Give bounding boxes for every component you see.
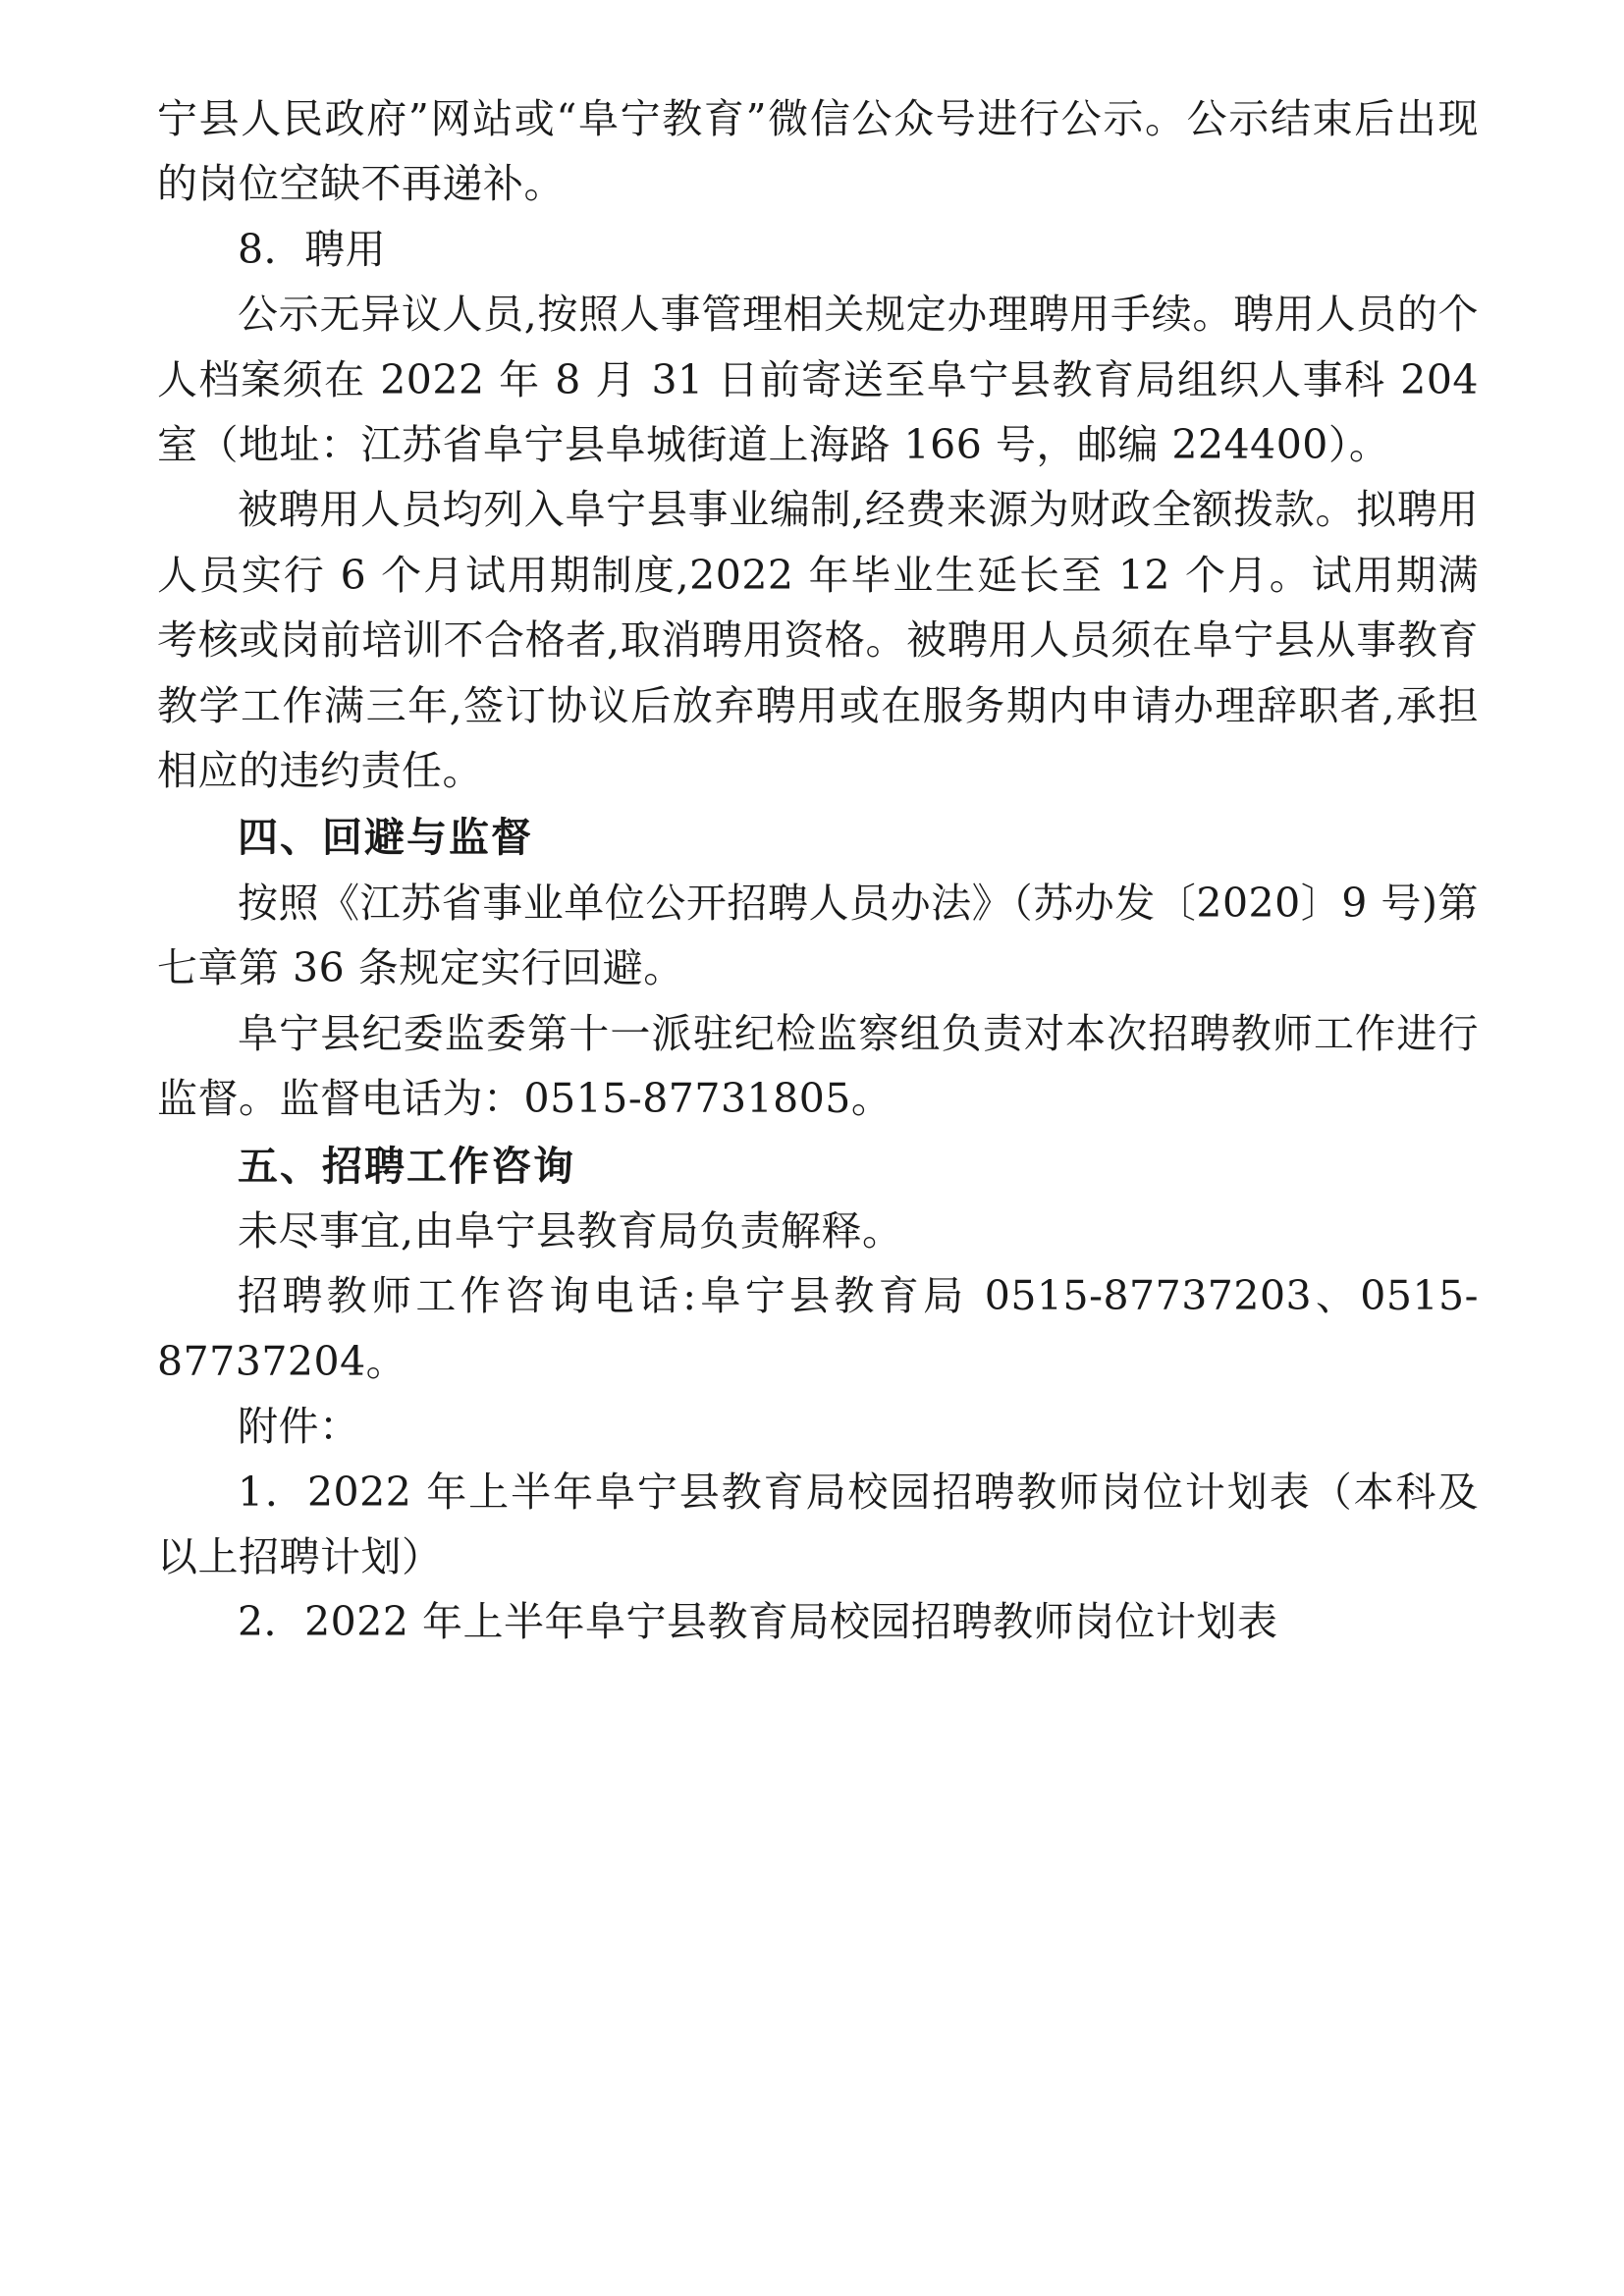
paragraph-section-four-body-1: 按照《江苏省事业单位公开招聘人员办法》（苏办发〔2020〕9 号)第七章第 36 条规定实行回避。 bbox=[157, 879, 1479, 992]
paragraph-section-five-body-2: 招聘教师工作咨询电话:阜宁县教育局 0515-87737203、0515-87737204。 bbox=[157, 1272, 1479, 1385]
paragraph-attachments-label: 附件： bbox=[238, 1403, 360, 1451]
attachment-item-1: 1．2022 年上半年阜宁县教育局校园招聘教师岗位计划表（本科及以上招聘计划） bbox=[157, 1468, 1479, 1580]
paragraph-section-four-body-2: 阜宁县纪委监委第十一派驻纪检监察组负责对本次招聘教师工作进行监督。监督电话为：0515-87731805。 bbox=[157, 1009, 1479, 1123]
paragraph-item-8-body-2: 被聘用人员均列入阜宁县事业编制,经费来源为财政全额拨款。拟聘用人员实行 6 个月试用期制度,2022 年毕业生延长至 12 个月。试用期满考核或岗前培训不合格者,取消聘用资格。被聘用人员须在阜宁县从事教育教学工作满三年,签订协议后放弃聘用或在服务期内申请办理辞职者,承担相应的违约责任。 bbox=[157, 486, 1479, 795]
heading-section-five: 五、招聘工作咨询 bbox=[238, 1142, 575, 1190]
paragraph-section-five-body-1: 未尽事宜,由阜宁县教育局负责解释。 bbox=[238, 1206, 903, 1255]
paragraph-item-8-body-1: 公示无异议人员,按照人事管理相关规定办理聘用手续。聘用人员的个人档案须在 2022 年 8 月 31 日前寄送至阜宁县教育局组织人事科 204 室（地址：江苏省阜宁县阜城街道上海路 166 号，邮编 224400）。 bbox=[157, 291, 1479, 469]
heading-section-four: 四、回避与监督 bbox=[238, 814, 533, 862]
paragraph-item-8-title: 8．聘用 bbox=[238, 225, 387, 273]
attachment-item-2: 2．2022 年上半年阜宁县教育局校园招聘教师岗位计划表 bbox=[238, 1598, 1278, 1646]
document-body bbox=[157, 86, 1479, 1655]
paragraph-continued: 宁县人民政府”网站或“阜宁教育”微信公众号进行公示。公示结束后出现的岗位空缺不再递补。 bbox=[157, 95, 1479, 208]
